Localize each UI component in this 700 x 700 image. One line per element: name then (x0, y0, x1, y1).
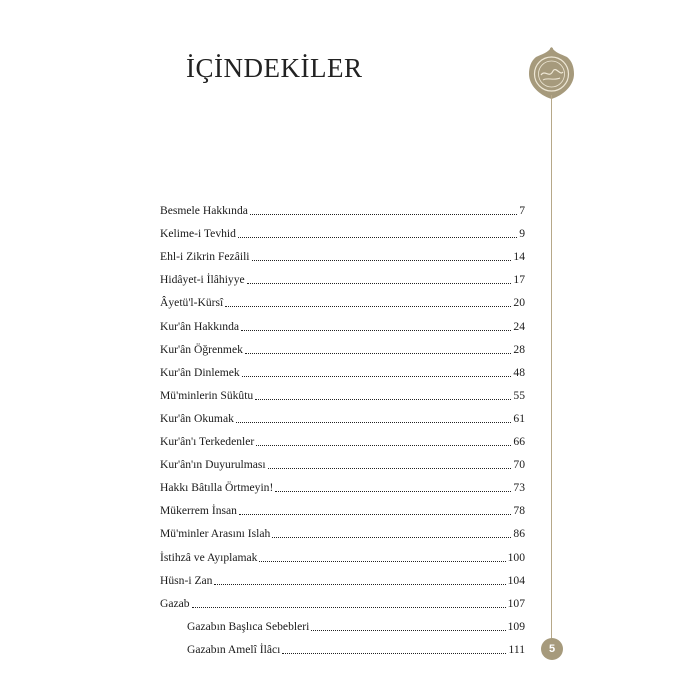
toc-entry[interactable] (160, 477, 525, 495)
toc-entry[interactable] (160, 385, 525, 403)
toc-entry[interactable] (160, 593, 525, 611)
toc-entry-page: 70 (513, 458, 525, 472)
toc-entry-label: Gazab (160, 596, 190, 610)
toc-entry-label: Hüsn-i Zan (160, 573, 213, 587)
leader-dots (242, 375, 512, 377)
toc-entry-page: 100 (507, 550, 525, 564)
toc-entry-label: Ehl-i Zikrin Fezâili (160, 250, 250, 264)
leader-dots (275, 490, 511, 492)
leader-dots (214, 583, 505, 585)
leader-dots (192, 606, 506, 608)
leader-dots (256, 444, 511, 446)
toc-entry-label: Mü'minler Arasını Islah (160, 527, 271, 541)
toc-entry[interactable] (187, 639, 525, 657)
toc-entry-label: Mükerrem İnsan (160, 504, 237, 518)
toc-entry-page: 55 (513, 388, 525, 402)
toc-entry-label: Kur'ân'ı Terkedenler (160, 435, 255, 448)
toc-entry-label: Âyetü'l-Kürsî (160, 296, 224, 310)
leader-dots (311, 629, 505, 631)
toc-entry[interactable] (160, 316, 525, 334)
leader-dots (225, 305, 511, 307)
toc-entry-label: İstihzâ ve Ayıplamak (160, 550, 258, 564)
toc-entry-page: 111 (508, 642, 525, 656)
leader-dots (241, 329, 511, 331)
decorative-vertical-line (551, 95, 552, 640)
leader-dots (250, 213, 517, 215)
toc-entry[interactable] (160, 500, 525, 518)
leader-dots (252, 259, 512, 261)
toc-entry-page: 104 (507, 573, 525, 587)
toc-entry-label: Hidâyet-i İlâhiyye (160, 273, 245, 287)
toc-entry-page: 24 (513, 319, 525, 333)
toc-entry[interactable] (160, 200, 525, 218)
leader-dots (272, 536, 511, 538)
toc-entry[interactable] (160, 362, 525, 380)
toc-entry-label: Kelime-i Tevhid (160, 227, 236, 241)
toc-entry[interactable] (160, 223, 525, 241)
leader-dots (239, 513, 511, 515)
toc-entry-page: 20 (513, 296, 525, 310)
leader-dots (245, 352, 512, 354)
leader-dots (236, 421, 512, 423)
toc-entry-page: 78 (513, 504, 525, 518)
toc-entry-page: 48 (513, 365, 525, 379)
toc-entry[interactable] (187, 616, 525, 634)
toc-entry-page: 28 (513, 342, 525, 356)
toc-entry[interactable] (160, 339, 525, 357)
toc-entry-label: Mü'minlerin Sükûtu (160, 388, 254, 402)
page-title: İÇİNDEKİLER (186, 53, 363, 83)
page-number-badge: 5 (541, 638, 563, 660)
toc-entry-label: Kur'ân Dinlemek (160, 365, 240, 379)
toc-entry-page: 61 (513, 411, 525, 425)
toc-entry[interactable] (160, 292, 525, 310)
toc-entry-label: Kur'ân Öğrenmek (160, 342, 243, 356)
leader-dots (282, 652, 506, 654)
toc-entry-page: 73 (513, 481, 525, 495)
toc-entry-page: 86 (513, 527, 525, 541)
toc-entry-page: 66 (513, 435, 525, 448)
toc-entry-label: Kur'ân Hakkında (160, 319, 240, 333)
leader-dots (255, 398, 511, 400)
toc-entry-label: Besmele Hakkında (160, 204, 248, 217)
toc-entry-label: Gazabın Başlıca Sebebleri (187, 619, 310, 633)
toc-entry[interactable] (160, 570, 525, 588)
toc-entry[interactable] (160, 431, 525, 449)
toc-entry[interactable] (160, 454, 525, 472)
toc-entry-page: 9 (519, 227, 525, 241)
leader-dots (268, 467, 512, 469)
toc-entry[interactable] (160, 523, 525, 541)
toc-entry-page: 14 (513, 250, 525, 264)
toc-entry-label: Hakkı Bâtılla Örtmeyin! (160, 481, 274, 495)
toc-entry-page: 17 (513, 273, 525, 287)
toc-entry[interactable] (160, 246, 525, 264)
toc-entry-page: 7 (519, 204, 525, 217)
toc-entry[interactable] (160, 408, 525, 426)
leader-dots (247, 282, 512, 284)
toc-entry-label: Gazabın Amelî İlâcı (187, 642, 281, 656)
toc-entry-page: 107 (507, 596, 525, 610)
toc-entry-label: Kur'ân'ın Duyurulması (160, 458, 266, 472)
toc-entry[interactable] (160, 547, 525, 565)
toc-entry[interactable] (160, 269, 525, 287)
toc-entry-label: Kur'ân Okumak (160, 411, 234, 425)
leader-dots (259, 560, 505, 562)
leader-dots (238, 236, 517, 238)
toc-entry-page: 109 (507, 619, 525, 633)
